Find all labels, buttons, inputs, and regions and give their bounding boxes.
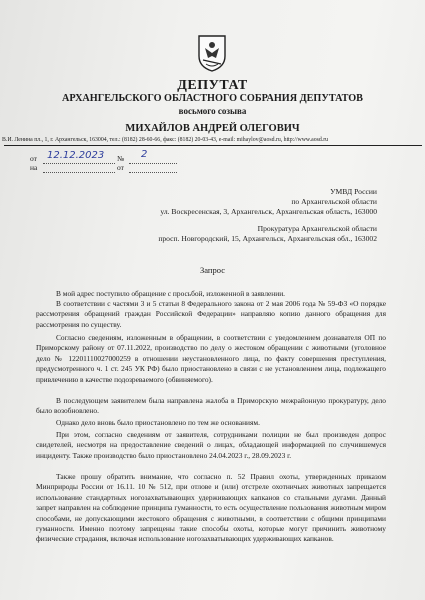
- header-divider: [4, 145, 422, 146]
- paragraph: Также прошу обратить внимание, что согласно п. 52 Правил охоты, утвержденных приказом Минприроды России от 16.11. 10 № 512, при отлове и (или) отстреле охотничьих животных запрещается использование стандартных ногозахватывающих удерживающих капканов со стальными дугами. Данный запрет направлен на соблюдение принципа гуманности, то есть осуществление пользования животным миром способами, не допускающими жестокого обращения с животными, в соответствии с общими принципами гуманности. Именно поэтому запрещены такие способы охоты, которые могут причинить животному физические страдания, включая использование ногозахватывающих удерживающих капканов.: [36, 472, 386, 544]
- paragraph: В соответствии с частями 3 и 5 статьи 8 Федерального закона от 2 мая 2006 года № 59-ФЗ «О порядке рассмотрения обращений граждан Российской Федерации» направляю копию данного обращения для рассмотрения по существу.: [36, 299, 386, 329]
- recipient-police: УМВД России по Архангельской области ул. Воскресенская, 3, Архангельск, Архангельская область, 163000: [160, 187, 377, 216]
- paragraph: Согласно сведениям, изложенным в обращении, в соответствии с уведомлением дознавателя ОП по Приморскому району от 07.11.2022, производство по делу о жестоком обращении с животными (уголовное дело № 12201110027000259 в отношении неустановленного лица, по факту совершения преступления, предусмотренного ч. 1 ст. 245 УК РФ) было приостановлено в связи с не установлением лица, подлежащего привлечению в качестве подозреваемого (обвиняемого).: [36, 333, 386, 384]
- coat-of-arms-icon: [197, 34, 227, 72]
- paragraph: При этом, согласно сведениям от заявителя, сотрудниками полиции не был произведен допрос свидетелей, несмотря на предоставление сведений о лицах, обладающей информацией по случившемуся инциденту. Также производство было приостановлено 24.04.2023 г., 28.09.2023 г.: [36, 430, 386, 460]
- recipient-prosecutor: Прокуратура Архангельской области просп. Новгородский, 15, Архангельск, Архангельская обл., 163002: [158, 224, 377, 243]
- convocation: восьмого созыва: [178, 106, 247, 116]
- on-underline: [43, 172, 115, 173]
- paragraph: Однако дело вновь было приостановлено по тем же основаниям.: [56, 418, 260, 427]
- on-date-underline: [129, 172, 177, 173]
- handwritten-date: 12.12.2023: [47, 150, 105, 161]
- deputy-name: МИХАЙЛОВ АНДРЕЙ ОЛЕГОВИЧ: [125, 123, 300, 134]
- contact-line: В.И. Ленина пл., 1, г. Архангельск, 163004, тел.: (8182) 28-60-66, факс: (8182) 20-03-43, e-mail: mihaylov@aosd.ru, http://www.aosd.ru: [2, 137, 329, 143]
- paragraph: В последующем заявителем была направлена жалоба в Приморскую межрайонную прокуратуру, дело было возобновлено.: [36, 396, 386, 416]
- document-title: Запрос: [200, 265, 225, 275]
- handwritten-number: 2: [141, 149, 148, 160]
- number-sign: №: [117, 154, 125, 163]
- from-label: от: [30, 154, 37, 163]
- assembly-name: АРХАНГЕЛЬСКОГО ОБЛАСТНОГО СОБРАНИЯ ДЕПУТАТОВ: [62, 93, 363, 104]
- paragraph: В мой адрес поступило обращение с просьбой, изложенной в заявлении.: [56, 289, 286, 298]
- on-from-label: от: [117, 163, 124, 172]
- date-underline: [43, 163, 115, 164]
- number-underline: [129, 163, 177, 164]
- header-title: ДЕПУТАТ: [177, 78, 248, 93]
- on-label: на: [30, 163, 38, 172]
